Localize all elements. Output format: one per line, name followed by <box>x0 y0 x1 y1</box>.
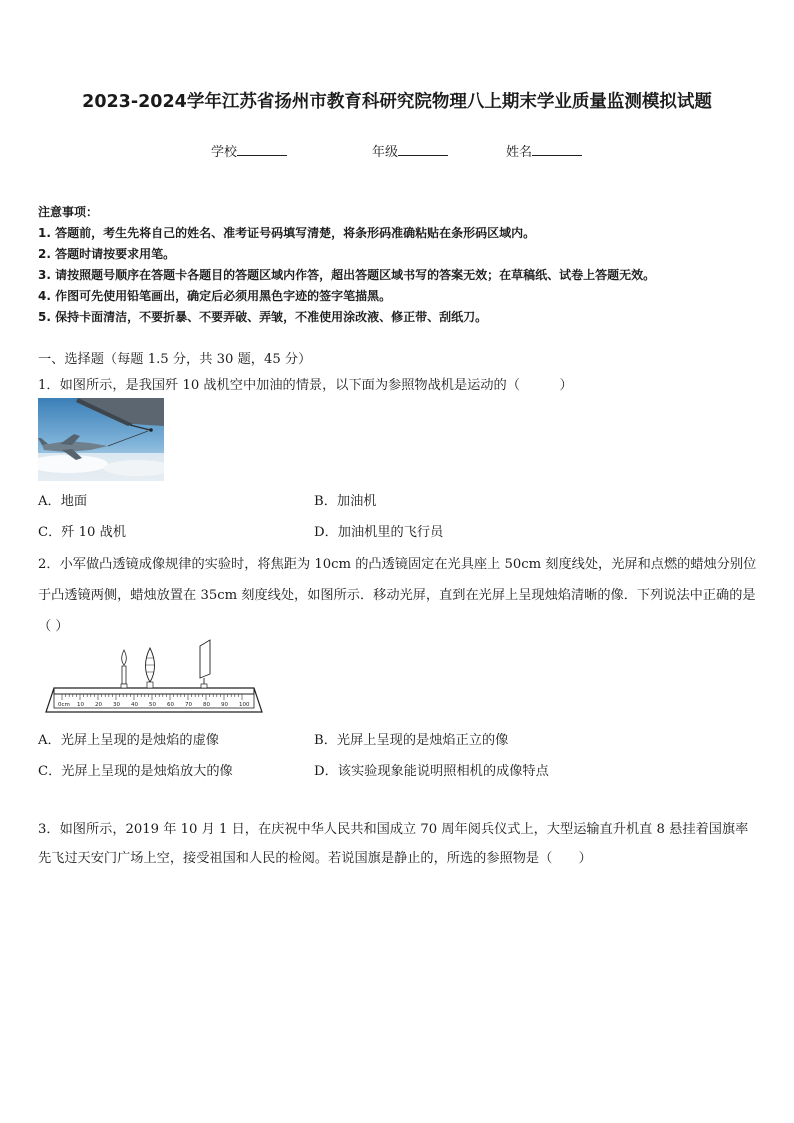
q1-option-b[interactable]: B．加油机 <box>314 494 377 509</box>
refueling-image <box>38 398 164 481</box>
notes-item: 3. 请按照题号顺序在答题卡各题目的答题区域内作答，超出答题区域书写的答案无效；在草稿纸、试卷上答题无效。 <box>38 268 656 282</box>
q2-option-c[interactable]: C．光屏上呈现的是烛焰放大的像 <box>38 764 233 779</box>
grade-blank[interactable] <box>398 143 448 156</box>
q3-stem: 3．如图所示，2019 年 10 月 1 日，在庆祝中华人民共和国成立 70 周年阅兵仪式上，大型运输直升机直 8 悬挂着国旗率先飞过天安门广场上空，接受祖国和人民的检阅。若说国旗是静止的，所选的参照物是（ ） <box>38 822 749 866</box>
ruler-tick-label: 30 <box>113 702 120 708</box>
q2-option-a[interactable]: A．光屏上呈现的是烛焰的虚像 <box>38 733 219 748</box>
school-blank[interactable] <box>237 143 287 156</box>
ruler-tick-label: 100 <box>239 702 250 708</box>
exam-title: 2023-2024学年江苏省扬州市教育科研究院物理八上期末学业质量监测模拟试题 <box>82 92 712 112</box>
q1-option-a[interactable]: A．地面 <box>38 494 88 509</box>
ruler-tick-label: 20 <box>95 702 102 708</box>
q2-option-d[interactable]: D．该实验现象能说明照相机的成像特点 <box>314 764 549 779</box>
grade-field[interactable] <box>372 141 448 160</box>
name-blank[interactable] <box>532 143 582 156</box>
q2-option-b[interactable]: B．光屏上呈现的是烛焰正立的像 <box>314 733 509 748</box>
notes-item: 4. 作图可先使用铅笔画出，确定后必须用黑色字迹的签字笔描黑。 <box>38 289 392 303</box>
ruler-tick-label: 60 <box>167 702 174 708</box>
notes-item: 2. 答题时请按要求用笔。 <box>38 247 176 261</box>
notes-item: 5. 保持卡面清洁，不要折暴、不要弄破、弄皱，不准使用涂改液、修正带、刮纸刀。 <box>38 310 488 324</box>
q1-option-c[interactable]: C．歼 10 战机 <box>38 525 127 540</box>
convex-lens <box>145 648 155 688</box>
q2-stem: 2．小军做凸透镜成像规律的实验时，将焦距为 10cm 的凸透镜固定在光具座上 50cm 刻度线处，光屏和点燃的蜡烛分别位于凸透镜两侧，蜡烛放置在 35cm 刻度线处，如图所示．移动光屏，直到在光屏上呈现烛焰清晰的像．下列说法中正确的是（ ） <box>38 557 757 634</box>
q1-refueling-photo <box>38 398 164 481</box>
name-field[interactable] <box>506 141 582 160</box>
grade-label: 年级 <box>372 145 399 160</box>
section-heading: 一、选择题（每题 1.5 分，共 30 题，45 分） <box>38 352 312 367</box>
ruler-tick-label: 0cm <box>58 702 70 708</box>
ruler-tick-label: 90 <box>221 702 228 708</box>
notes-block <box>38 202 655 328</box>
name-label: 姓名 <box>506 145 533 160</box>
q1-stem: 1．如图所示，是我国歼 10 战机空中加油的情景，以下面为参照物战机是运动的（ ） <box>38 378 573 393</box>
candle-left <box>121 650 127 688</box>
q2-optical-bench-figure <box>44 638 264 716</box>
ruler-tick-label: 50 <box>149 702 156 708</box>
light-screen <box>200 640 210 688</box>
notes-item: 1. 答题前，考生先将自己的姓名、准考证号码填写清楚，将条形码准确粘贴在条形码区域内。 <box>38 226 536 240</box>
school-field[interactable] <box>211 141 287 160</box>
ruler-tick-label: 10 <box>77 702 84 708</box>
ruler-tick-label: 40 <box>131 702 138 708</box>
q1-option-d[interactable]: D．加油机里的飞行员 <box>314 525 444 540</box>
notes-heading: 注意事项： <box>38 205 99 219</box>
ruler-tick-label: 70 <box>185 702 192 708</box>
optical-bench-diagram <box>44 638 264 716</box>
school-label: 学校 <box>211 145 238 160</box>
ruler-tick-label: 80 <box>203 702 210 708</box>
